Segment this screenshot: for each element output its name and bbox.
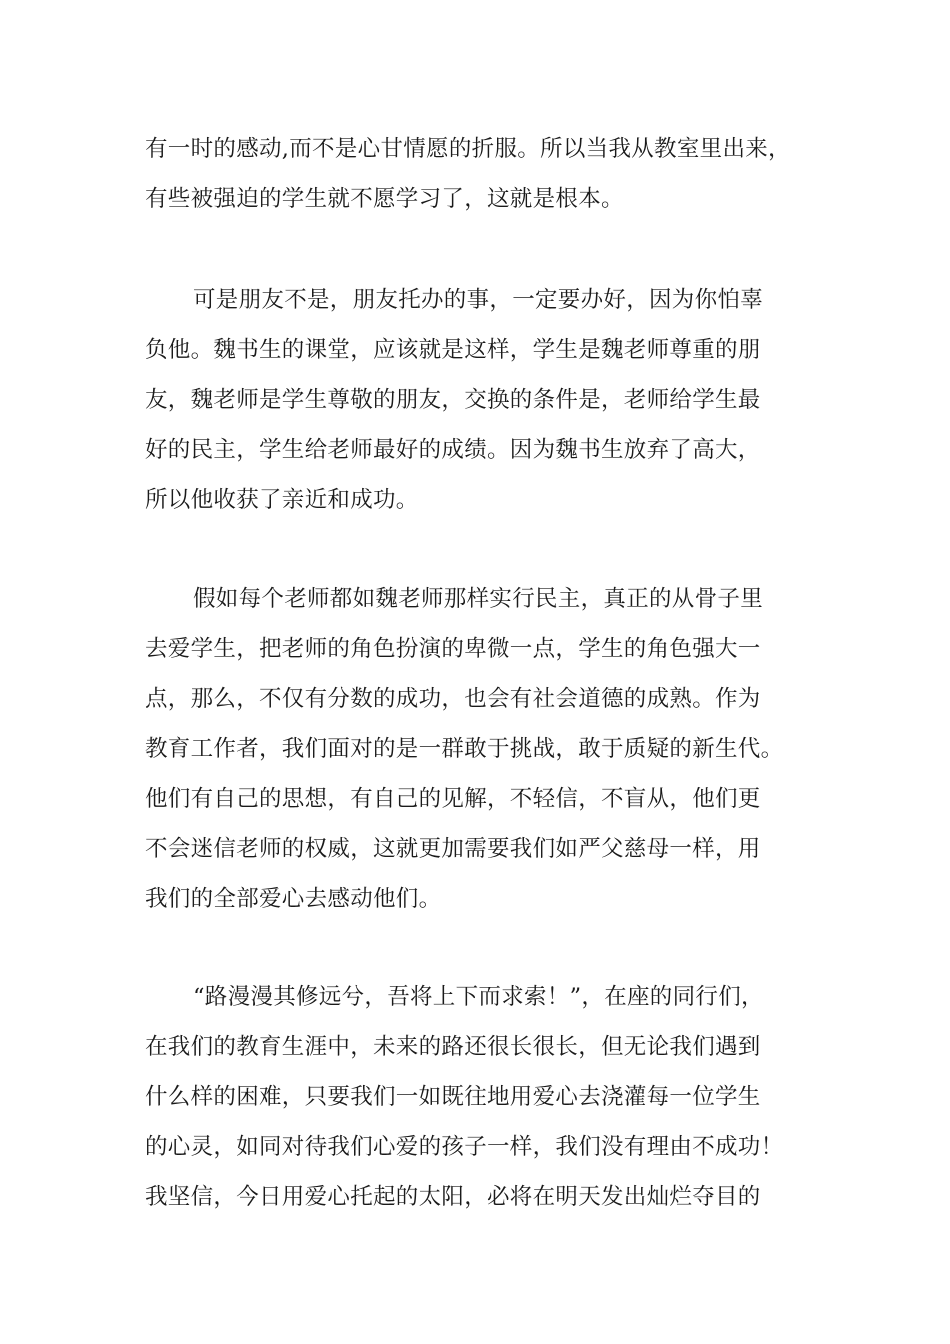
text-line: 点，那么，不仅有分数的成功，也会有社会道德的成熟。作为 (145, 686, 761, 712)
text-line: 教育工作者，我们面对的是一群敢于挑战，敢于质疑的新生代。 (145, 736, 784, 762)
paragraph-3 (145, 574, 835, 924)
text-line: 有一时的感动,而不是心甘情愿的折服。所以当我从教室里出来， (145, 136, 791, 162)
text-line: 所以他收获了亲近和成功。 (145, 487, 419, 513)
text-line: 不会迷信老师的权威，这就更加需要我们如严父慈母一样，用 (145, 836, 761, 862)
text-line: 可是朋友不是，朋友托办的事，一定要办好，因为你怕辜 (193, 287, 764, 313)
text-line: 友，魏老师是学生尊敬的朋友，交换的条件是，老师给学生最 (145, 387, 761, 413)
text-line: 什么样的困难，只要我们一如既往地用爱心去浇灌每一位学生 (145, 1084, 761, 1110)
text-line: 好的民主，学生给老师最好的成绩。因为魏书生放弃了高大， (145, 437, 761, 463)
text-line: “路漫漫其修远兮，吾将上下而求索！”，在座的同行们， (193, 984, 764, 1010)
text-line: 有些被强迫的学生就不愿学习了，这就是根本。 (145, 186, 624, 212)
text-line: 假如每个老师都如魏老师那样实行民主，真正的从骨子里 (193, 586, 764, 612)
text-line: 去爱学生，把老师的角色扮演的卑微一点，学生的角色强大一 (145, 636, 761, 662)
text-line: 负他。魏书生的课堂，应该就是这样，学生是魏老师尊重的朋 (145, 337, 761, 363)
text-line: 在我们的教育生涯中，未来的路还很长很长，但无论我们遇到 (145, 1034, 761, 1060)
paragraph-4 (145, 972, 835, 1222)
paragraph-2 (145, 275, 835, 525)
text-line: 他们有自己的思想，有自己的见解，不轻信，不盲从，他们更 (145, 786, 761, 812)
text-line: 的心灵，如同对待我们心爱的孩子一样，我们没有理由不成功！ (145, 1134, 784, 1160)
paragraph-1 (145, 124, 835, 224)
text-line: 我们的全部爱心去感动他们。 (145, 886, 442, 912)
text-line: 我坚信，今日用爱心托起的太阳，必将在明天发出灿烂夺目的 (145, 1184, 761, 1210)
